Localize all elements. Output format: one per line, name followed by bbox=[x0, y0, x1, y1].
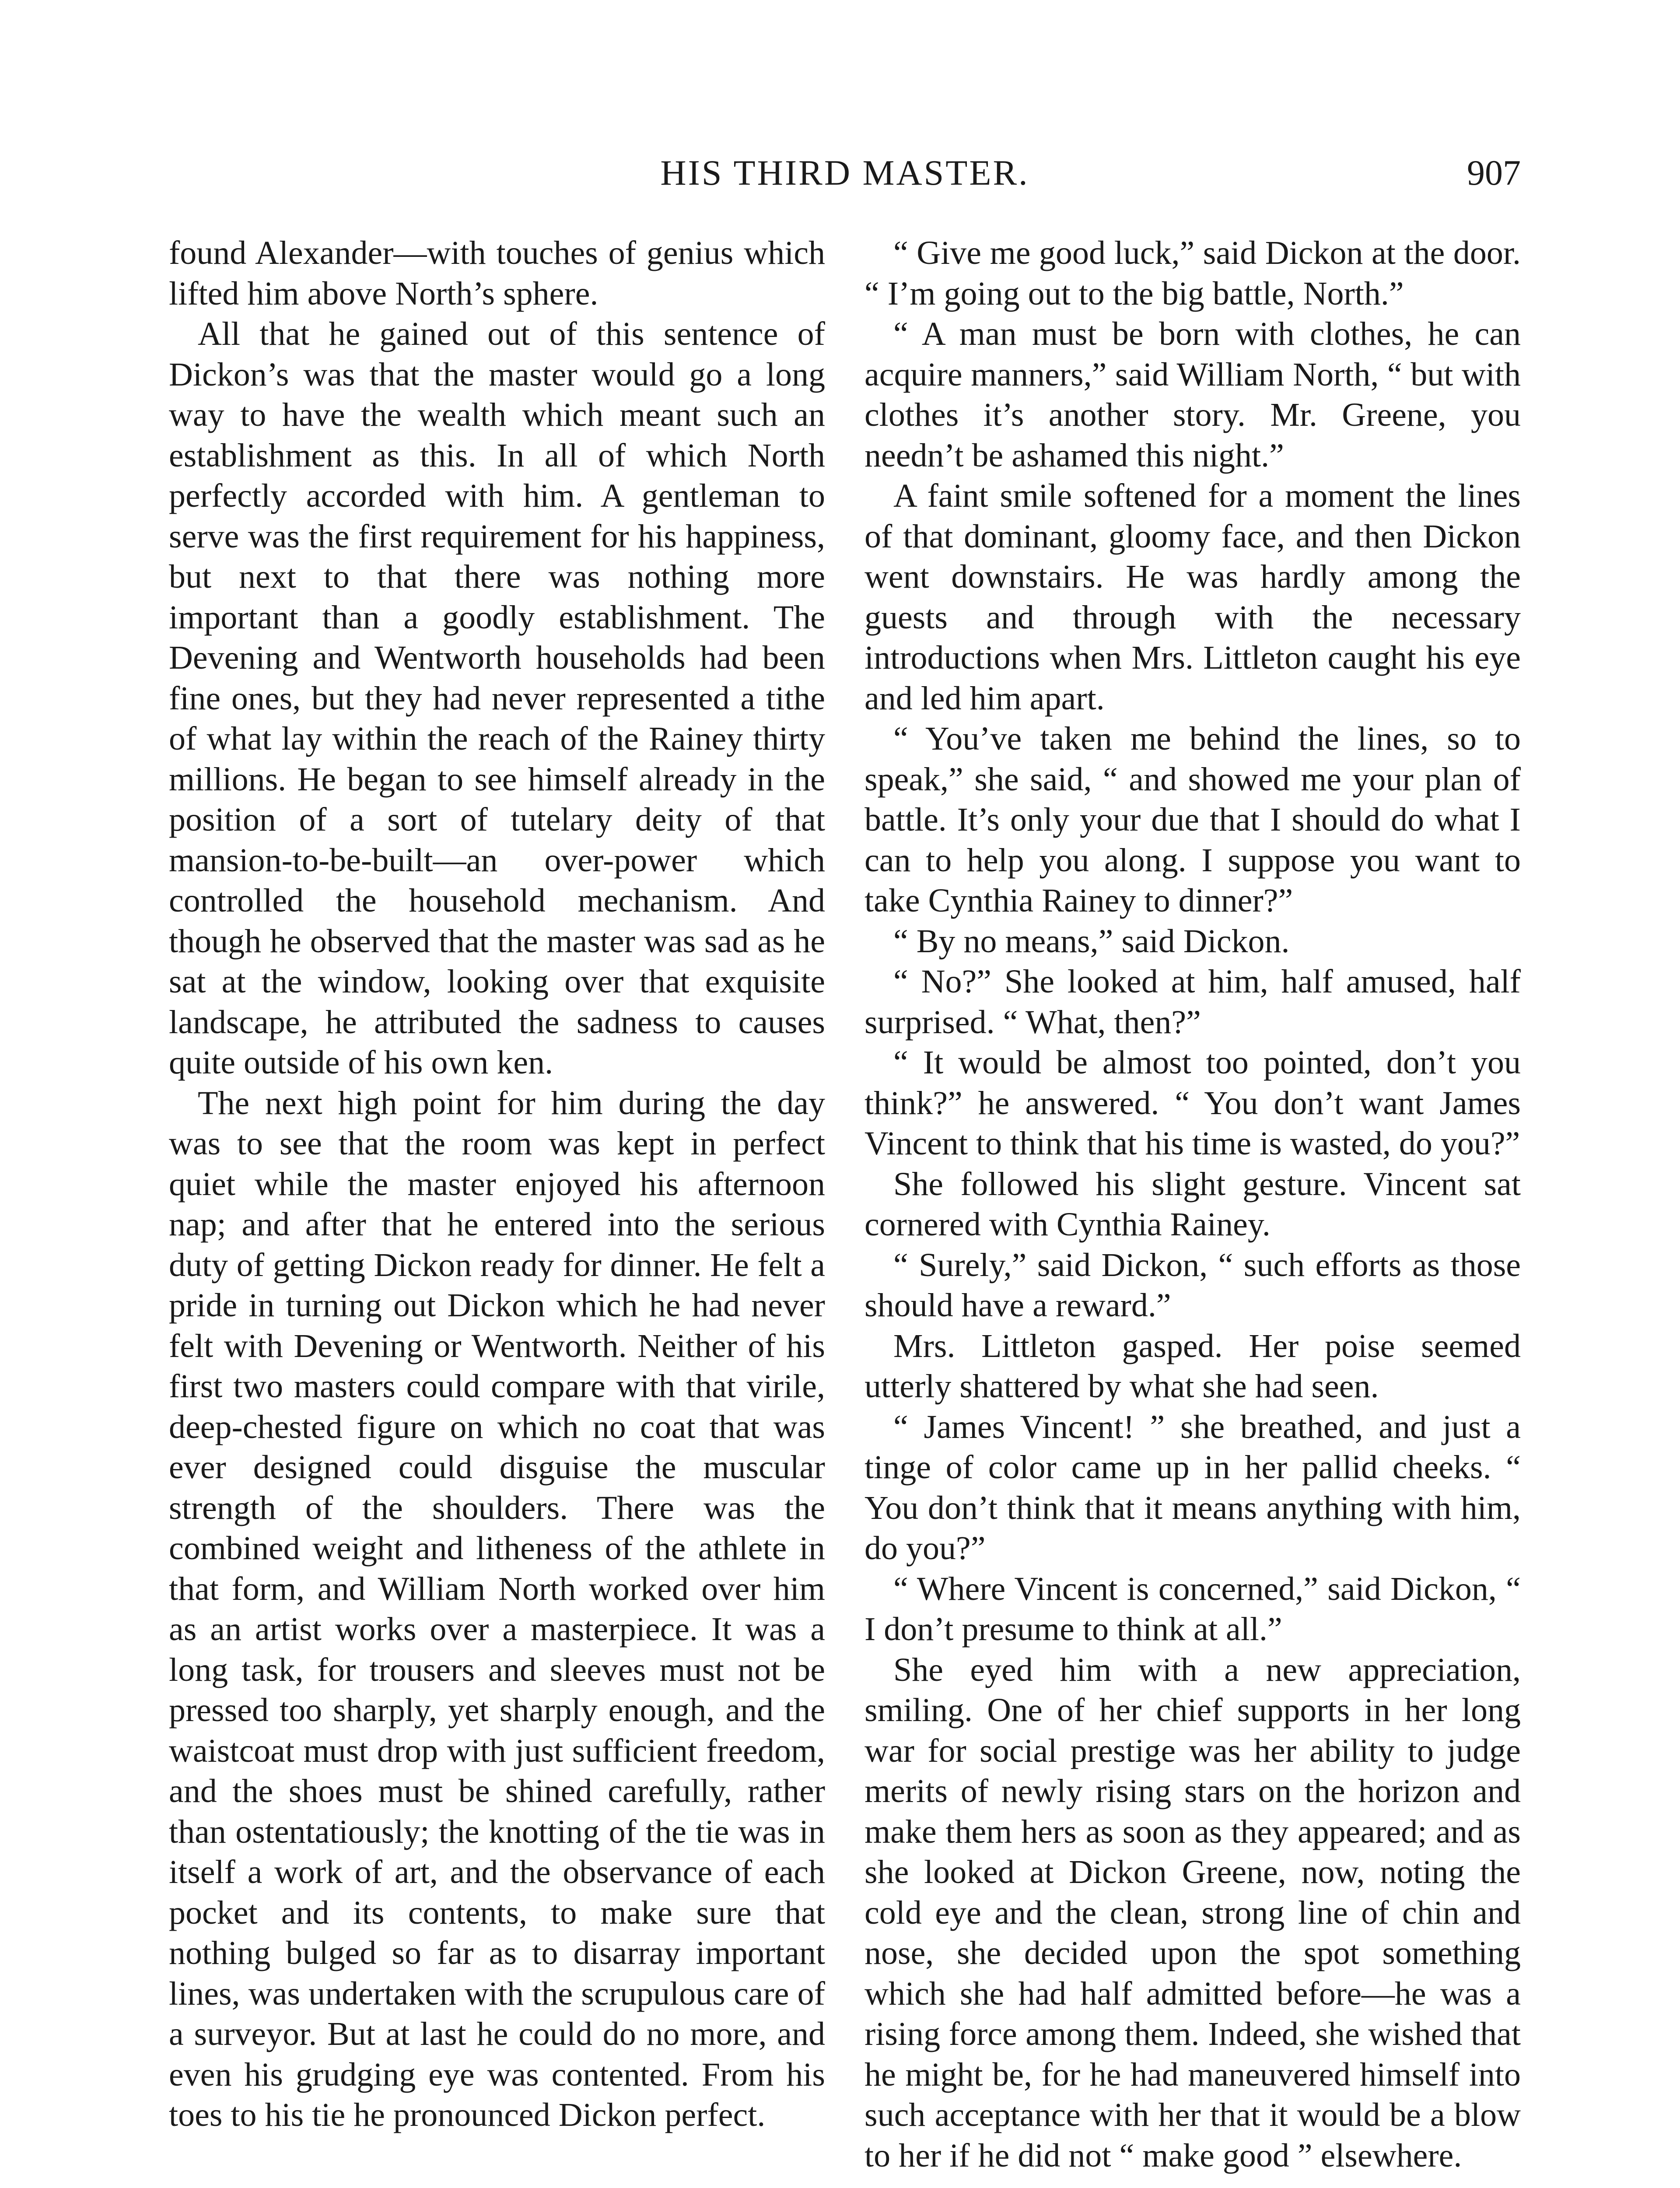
paragraph: “ Surely,” said Dickon, “ such efforts as those should have a reward.” bbox=[864, 1246, 1521, 1324]
paragraph: “ Where Vincent is concerned,” said Dickon, “ I don’t presume to think at all.” bbox=[864, 1570, 1521, 1648]
paragraph: “ James Vincent! ” she breathed, and just a tinge of color came up in her pallid cheeks. “ You don’t think that it means anything with him, do you?” bbox=[864, 1408, 1521, 1567]
page-number: 907 bbox=[1467, 153, 1521, 193]
page-header bbox=[169, 144, 1521, 201]
paragraph: “ A man must be born with clothes, he can acquire manners,” said William North, “ but with clothes it’s another story. Mr. Greene, you needn’t be ashamed this night.” bbox=[864, 316, 1521, 474]
paragraph: “ You’ve taken me behind the lines, so to speak,” she said, “ and showed me your plan of battle. It’s only your due that I should do what I can to help you along. I suppose you want to take Cynthia Rainey to dinner?” bbox=[864, 720, 1521, 919]
paragraph: All that he gained out of this sentence of Dickon’s was that the master would go a long way to have the wealth which meant such an establishment as this. In all of which North perfectly accorded with him. A gentleman to serve was the first requirement for his happiness, but next to that there was nothing more important than a goodly establishment. The Devening and Wentworth households had been fine ones, but they had never represented a tithe of what lay within the reach of the Rainey thirty millions. He began to see himself already in the position of a sort of tutelary deity of that mansion-to-be-built—an over-power which controlled the household mechanism. And though he observed that the master was sad as he sat at the window, looking over that exquisite landscape, he attributed the sadness to causes quite outside of his own ken. bbox=[169, 316, 825, 1081]
paragraph: “ No?” She looked at him, half amused, half surprised. “ What, then?” bbox=[864, 963, 1521, 1041]
paragraph: found Alexander—with touches of genius which lifted him above North’s sphere. bbox=[169, 235, 825, 312]
right-column bbox=[864, 233, 1521, 2176]
running-title: HIS THIRD MASTER. bbox=[660, 153, 1029, 193]
paragraph: She eyed him with a new appreciation, smiling. One of her chief supports in her long war for social prestige was her ability to judge merits of newly rising stars on the horizon and make them hers as soon as they appeared; and as she looked at Dickon Greene, now, noting the cold eye and the clean, strong line of chin and nose, she decided upon the spot something which she had half admitted before—he was a rising force among them. Indeed, she wished that he might be, for he had maneuvered himself into such acceptance with her that it would be a blow to her if he did not “ make good ” elsewhere. bbox=[864, 1651, 1521, 2174]
paragraph: “ By no means,” said Dickon. bbox=[893, 922, 1290, 960]
paragraph: “ Give me good luck,” said Dickon at the door. “ I’m going out to the big battle, North.” bbox=[864, 235, 1521, 312]
paragraph: Mrs. Littleton gasped. Her poise seemed utterly shattered by what she had seen. bbox=[864, 1327, 1521, 1405]
paragraph: A faint smile softened for a moment the lines of that dominant, gloomy face, and then Dickon went downstairs. He was hardly among the guests and through with the necessary introductions when Mrs. Littleton caught his eye and led him apart. bbox=[864, 477, 1521, 717]
paragraph: The next high point for him during the day was to see that the room was kept in perfect quiet while the master enjoyed his afternoon nap; and after that he entered into the serious duty of getting Dickon ready for dinner. He felt a pride in turning out Dickon which he had never felt with Devening or Wentworth. Neither of his first two masters could compare with that virile, deep-chested figure on which no coat that was ever designed could disguise the muscular strength of the shoulders. There was the combined weight and litheness of the athlete in that form, and William North worked over him as an artist works over a masterpiece. It was a long task, for trousers and sleeves must not be pressed too sharply, yet sharply enough, and the waistcoat must drop with just sufficient freedom, and the shoes must be shined carefully, rather than ostentatiously; the knotting of the tie was in itself a work of art, and the observance of each pocket and its contents, to make sure that nothing bulged so far as to disarray important lines, was undertaken with the scrupulous care of a surveyor. But at last he could do no more, and even his grudging eye was contented. From his toes to his tie he pronounced Dickon perfect. bbox=[169, 1084, 825, 2133]
left-column bbox=[169, 233, 825, 2135]
paragraph: “ It would be almost too pointed, don’t you think?” he answered. “ You don’t want James Vincent to think that his time is wasted, do you?” bbox=[864, 1044, 1521, 1162]
paragraph: She followed his slight gesture. Vincent sat cornered with Cynthia Rainey. bbox=[864, 1165, 1521, 1243]
